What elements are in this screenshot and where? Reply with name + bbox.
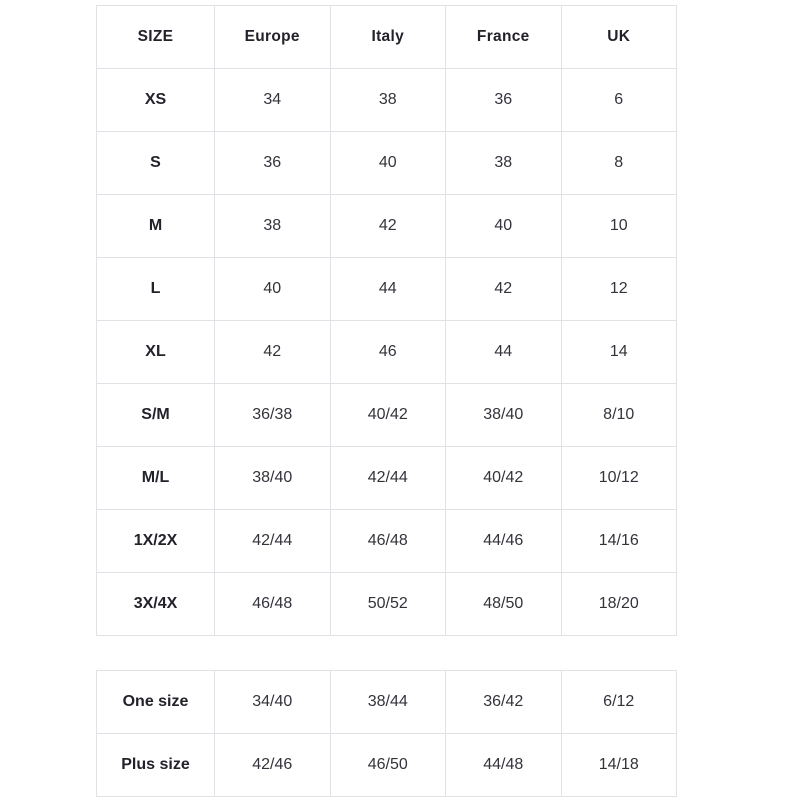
cell-1x-2x-uk: 14/16 (561, 510, 677, 573)
row-label-s: S (97, 132, 215, 195)
row-label-xl: XL (97, 321, 215, 384)
cell-m-europe: 38 (215, 195, 331, 258)
cell-xl-uk: 14 (561, 321, 677, 384)
cell-xl-italy: 46 (330, 321, 446, 384)
table-header (97, 6, 677, 69)
row-label-one-size: One size (97, 671, 215, 734)
cell-plus-size-europe: 42/46 (215, 734, 331, 797)
column-header-uk: UK (561, 6, 677, 69)
cell-3x-4x-italy: 50/52 (330, 573, 446, 636)
size-conversion-table (96, 5, 677, 636)
table-row (97, 321, 677, 384)
row-label-l: L (97, 258, 215, 321)
size-conversion-table-wrap (96, 5, 676, 636)
cell-s-m-europe: 36/38 (215, 384, 331, 447)
column-header-size: SIZE (97, 6, 215, 69)
cell-1x-2x-italy: 46/48 (330, 510, 446, 573)
cell-3x-4x-europe: 46/48 (215, 573, 331, 636)
column-header-france: France (446, 6, 562, 69)
table-header-row (97, 6, 677, 69)
one-size-table-body (97, 671, 677, 797)
cell-xs-italy: 38 (330, 69, 446, 132)
column-header-europe: Europe (215, 6, 331, 69)
cell-one-size-italy: 38/44 (330, 671, 446, 734)
cell-m-l-europe: 38/40 (215, 447, 331, 510)
cell-l-italy: 44 (330, 258, 446, 321)
table-row (97, 510, 677, 573)
cell-s-france: 38 (446, 132, 562, 195)
cell-xl-france: 44 (446, 321, 562, 384)
row-label-xs: XS (97, 69, 215, 132)
cell-xl-europe: 42 (215, 321, 331, 384)
cell-1x-2x-europe: 42/44 (215, 510, 331, 573)
row-label-3x-4x: 3X/4X (97, 573, 215, 636)
cell-s-m-italy: 40/42 (330, 384, 446, 447)
cell-one-size-uk: 6/12 (561, 671, 677, 734)
cell-l-france: 42 (446, 258, 562, 321)
cell-m-france: 40 (446, 195, 562, 258)
cell-s-italy: 40 (330, 132, 446, 195)
cell-m-italy: 42 (330, 195, 446, 258)
table-row (97, 734, 677, 797)
cell-s-europe: 36 (215, 132, 331, 195)
cell-s-m-uk: 8/10 (561, 384, 677, 447)
table-row (97, 258, 677, 321)
row-label-m: M (97, 195, 215, 258)
row-label-1x-2x: 1X/2X (97, 510, 215, 573)
cell-m-l-italy: 42/44 (330, 447, 446, 510)
cell-xs-europe: 34 (215, 69, 331, 132)
cell-one-size-france: 36/42 (446, 671, 562, 734)
cell-one-size-europe: 34/40 (215, 671, 331, 734)
table-row (97, 132, 677, 195)
row-label-m-l: M/L (97, 447, 215, 510)
one-size-table-wrap (96, 670, 676, 797)
cell-xs-uk: 6 (561, 69, 677, 132)
cell-plus-size-uk: 14/18 (561, 734, 677, 797)
cell-m-l-france: 40/42 (446, 447, 562, 510)
cell-s-uk: 8 (561, 132, 677, 195)
table-row (97, 384, 677, 447)
cell-plus-size-italy: 46/50 (330, 734, 446, 797)
table-row (97, 69, 677, 132)
cell-l-uk: 12 (561, 258, 677, 321)
cell-3x-4x-uk: 18/20 (561, 573, 677, 636)
cell-l-europe: 40 (215, 258, 331, 321)
cell-s-m-france: 38/40 (446, 384, 562, 447)
table-row (97, 447, 677, 510)
cell-xs-france: 36 (446, 69, 562, 132)
table-row (97, 671, 677, 734)
row-label-plus-size: Plus size (97, 734, 215, 797)
column-header-italy: Italy (330, 6, 446, 69)
one-size-table (96, 670, 677, 797)
cell-m-uk: 10 (561, 195, 677, 258)
row-label-s-m: S/M (97, 384, 215, 447)
table-row (97, 195, 677, 258)
table-row (97, 573, 677, 636)
cell-plus-size-france: 44/48 (446, 734, 562, 797)
table-body (97, 69, 677, 636)
cell-1x-2x-france: 44/46 (446, 510, 562, 573)
cell-m-l-uk: 10/12 (561, 447, 677, 510)
cell-3x-4x-france: 48/50 (446, 573, 562, 636)
